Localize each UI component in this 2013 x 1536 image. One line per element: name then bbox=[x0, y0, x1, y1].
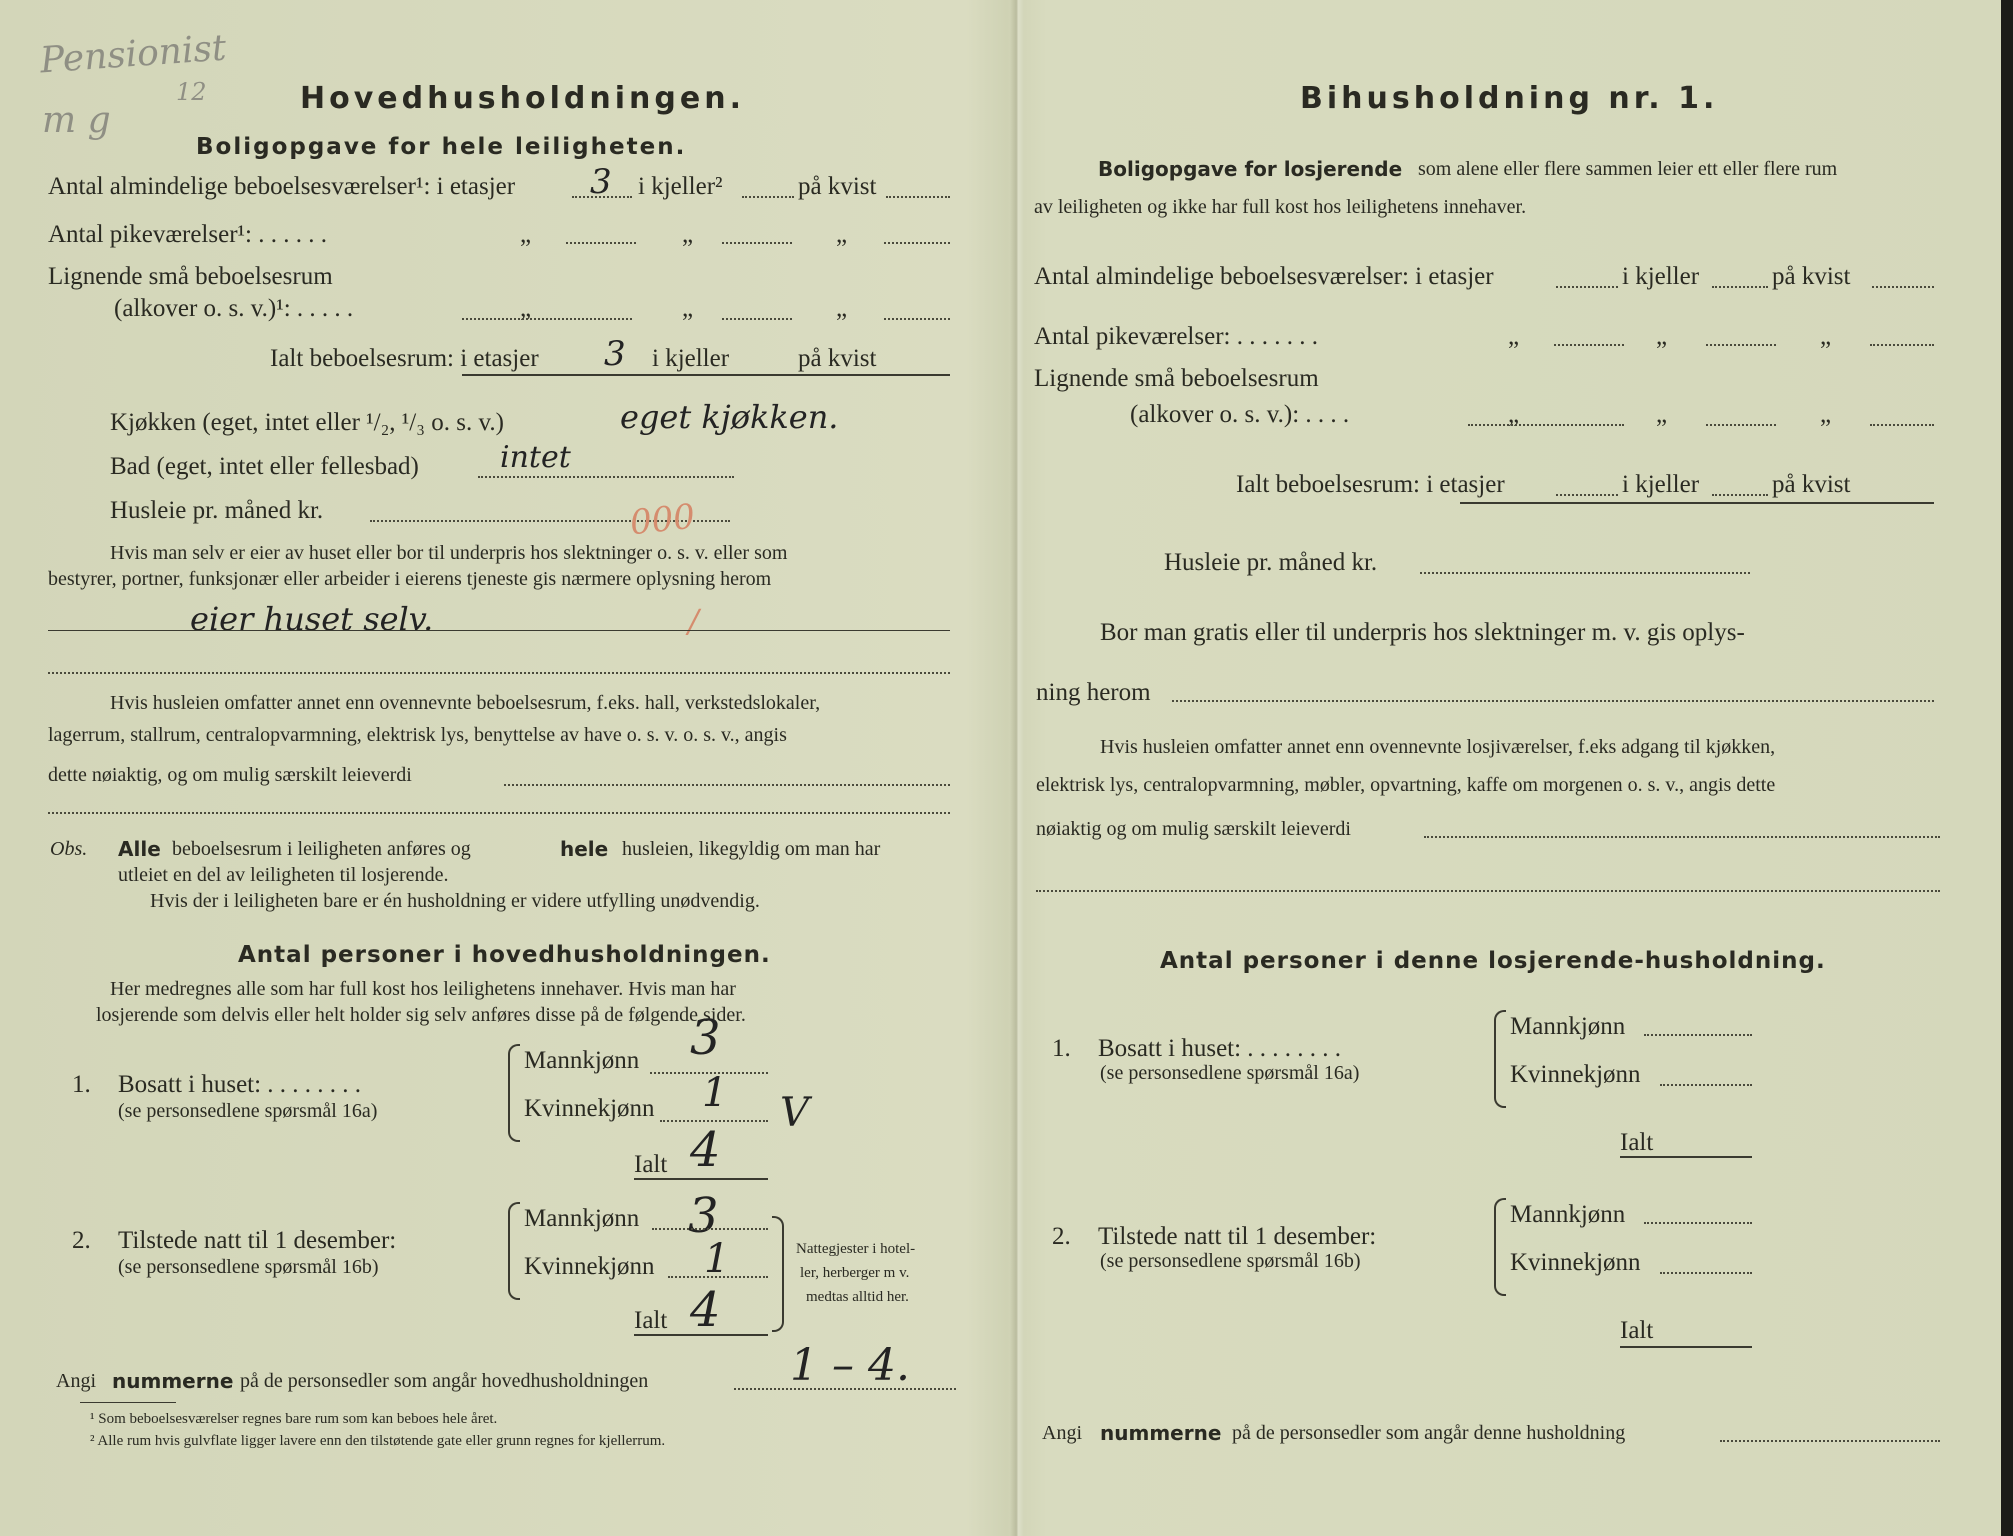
owner-text-2: bestyrer, portner, funksjonær eller arbeider i eierens tjeneste gis nærmere oplysning herom bbox=[48, 568, 772, 590]
ditto-mark: „ bbox=[1820, 401, 1832, 428]
footnote-1: ¹ Som beboelsesværelser regnes bare rum som kan beboes hele året. bbox=[90, 1411, 498, 1427]
right-present-brace bbox=[1494, 1198, 1506, 1296]
rooms-label: Antal almindelige beboelsesværelser¹: i etasjer bbox=[48, 173, 516, 200]
right-includes-field bbox=[1424, 836, 1940, 838]
obs-text-2: utleiet en del av leiligheten til losjerende. bbox=[118, 864, 449, 886]
resident-total-rule bbox=[634, 1178, 768, 1180]
right-numbers-angi: Angi bbox=[1042, 1422, 1082, 1444]
right-numbers-text: på de personsedler som angår denne husholdning bbox=[1232, 1422, 1626, 1444]
present-total-label: Ialt bbox=[634, 1307, 668, 1334]
right-total-kjeller-field bbox=[1712, 494, 1768, 496]
right-pike-kvist-field bbox=[1870, 344, 1934, 346]
ditto-mark: „ bbox=[682, 295, 694, 322]
right-rooms-etasjer-field bbox=[1556, 286, 1618, 288]
page-fold bbox=[1010, 0, 1024, 1536]
ditto-mark: „ bbox=[520, 221, 532, 248]
page-title: Hovedhusholdningen. bbox=[300, 81, 745, 116]
right-resident-number: 1. bbox=[1052, 1035, 1071, 1062]
owner-red-mark: / bbox=[688, 602, 699, 640]
resident-male-label: Mannkjønn bbox=[524, 1047, 640, 1074]
present-male-field bbox=[652, 1228, 768, 1230]
pencil-note-mg: m g bbox=[42, 100, 111, 141]
right-present-sub: (se personsedlene spørsmål 16b) bbox=[1100, 1250, 1361, 1272]
right-free-text-1: Bor man gratis eller til underpris hos slektninger m. v. gis oplys- bbox=[1100, 619, 1745, 646]
alkover-etasjer-field bbox=[462, 318, 632, 320]
resident-male-value: 3 bbox=[690, 1010, 721, 1066]
owner-value: eier huset selv. bbox=[190, 600, 434, 638]
right-numbers-field bbox=[1720, 1440, 1940, 1442]
right-rooms-kvist-field bbox=[1872, 286, 1934, 288]
ditto-mark: „ bbox=[836, 221, 848, 248]
footnote-rule bbox=[80, 1402, 176, 1403]
pike-label: Antal pikeværelser¹: . . . . . . bbox=[48, 221, 327, 248]
resident-brace bbox=[508, 1044, 520, 1142]
ditto-mark: „ bbox=[520, 295, 532, 322]
right-total-rule bbox=[1460, 502, 1934, 504]
right-resident-sub: (se personsedlene spørsmål 16a) bbox=[1100, 1062, 1360, 1084]
right-persons-title: Antal personer i denne losjerende-husholdning. bbox=[1160, 948, 1826, 974]
resident-female-value: 1 bbox=[702, 1070, 728, 1116]
obs-text-1: beboelsesrum i leiligheten anføres og bbox=[172, 838, 471, 860]
ditto-mark: „ bbox=[1656, 401, 1668, 428]
resident-number: 1. bbox=[72, 1071, 91, 1098]
resident-sub: (se personsedlene spørsmål 16a) bbox=[118, 1100, 378, 1122]
rooms-etasjer-value: 3 bbox=[590, 162, 612, 202]
present-female-field bbox=[668, 1276, 768, 1278]
persons-title: Antal personer i hovedhusholdningen. bbox=[238, 942, 771, 968]
obs-hele: hele bbox=[560, 837, 609, 861]
ditto-mark: „ bbox=[1508, 401, 1520, 428]
includes-field-2 bbox=[48, 812, 950, 814]
rooms-kvist-label: på kvist bbox=[798, 173, 877, 200]
pike-etasjer-field bbox=[566, 242, 636, 244]
numbers-text: på de personsedler som angår hovedhusholdningen bbox=[240, 1370, 649, 1392]
includes-field bbox=[504, 784, 950, 786]
right-total-kvist-label: på kvist bbox=[1772, 471, 1851, 498]
right-rooms-kjeller-label: i kjeller bbox=[1622, 263, 1700, 290]
right-intro-bold: Boligopgave for losjerende bbox=[1098, 157, 1403, 181]
right-total-etasjer-field bbox=[1556, 494, 1618, 496]
resident-female-label: Kvinnekjønn bbox=[524, 1095, 655, 1122]
kitchen-value: eget kjøkken. bbox=[620, 398, 839, 436]
right-alkover-label: (alkover o. s. v.): . . . . bbox=[1130, 401, 1350, 428]
persons-text-2: losjerende som delvis eller helt holder sig selv anføres disse på de følgende sider. bbox=[96, 1004, 746, 1026]
right-includes-field-2 bbox=[1036, 890, 1940, 892]
right-intro-2: av leiligheten og ikke har full kost hos leilighetens innehaver. bbox=[1034, 196, 1527, 218]
includes-text-1: Hvis husleien omfatter annet enn ovennevnte beboelsesrum, f.eks. hall, verkstedslokaler, bbox=[110, 692, 821, 714]
right-rooms-label: Antal almindelige beboelsesværelser: i etasjer bbox=[1034, 263, 1494, 290]
right-resident-label: Bosatt i huset: . . . . . . . . bbox=[1098, 1035, 1342, 1062]
present-brace bbox=[508, 1202, 520, 1300]
right-includes-text-3: nøiaktig og om mulig særskilt leieverdi bbox=[1036, 818, 1351, 840]
total-kjeller-label: i kjeller bbox=[652, 345, 730, 372]
right-pike-etasjer-field bbox=[1554, 344, 1624, 346]
pike-kjeller-field bbox=[722, 242, 792, 244]
resident-label: Bosatt i huset: . . . . . . . . bbox=[118, 1071, 362, 1098]
right-total-kjeller-label: i kjeller bbox=[1622, 471, 1700, 498]
bath-field bbox=[478, 476, 734, 478]
right-page-title: Bihusholdning nr. 1. bbox=[1300, 81, 1719, 116]
nightguests-note-3: medtas alltid her. bbox=[806, 1289, 909, 1305]
total-rule bbox=[462, 374, 950, 376]
right-intro-1: som alene eller flere sammen leier ett eller flere rum bbox=[1418, 158, 1838, 180]
rooms-kjeller-label: i kjeller² bbox=[638, 173, 723, 200]
bath-value: intet bbox=[500, 440, 571, 475]
small-rooms-label: Lignende små beboelsesrum bbox=[48, 263, 333, 290]
present-female-value: 1 bbox=[704, 1236, 730, 1282]
ditto-mark: „ bbox=[1508, 323, 1520, 350]
obs-label: Obs. bbox=[50, 838, 88, 860]
numbers-angi: Angi bbox=[56, 1370, 96, 1392]
persons-text-1: Her medregnes alle som har full kost hos leilighetens innehaver. Hvis man har bbox=[110, 978, 736, 1000]
includes-text-3: dette nøiaktig, og om mulig særskilt leieverdi bbox=[48, 764, 412, 786]
ditto-mark: „ bbox=[836, 295, 848, 322]
right-present-female-field bbox=[1660, 1272, 1752, 1274]
total-kvist-label: på kvist bbox=[798, 345, 877, 372]
right-small-rooms-label: Lignende små beboelsesrum bbox=[1034, 365, 1319, 392]
right-alkover-etasjer-field bbox=[1468, 424, 1624, 426]
obs-text-1b: husleien, likegyldig om man har bbox=[622, 838, 881, 860]
right-rooms-kvist-label: på kvist bbox=[1772, 263, 1851, 290]
ditto-mark: „ bbox=[1656, 323, 1668, 350]
right-resident-female-label: Kvinnekjønn bbox=[1510, 1061, 1641, 1088]
alkover-kvist-field bbox=[884, 318, 950, 320]
resident-total-label: Ialt bbox=[634, 1151, 668, 1178]
alkover-label: (alkover o. s. v.)¹: . . . . . bbox=[114, 295, 354, 322]
right-present-male-field bbox=[1644, 1222, 1752, 1224]
pencil-note-number: 12 bbox=[176, 78, 207, 106]
right-present-total-label: Ialt bbox=[1620, 1317, 1654, 1344]
present-total-rule bbox=[634, 1334, 768, 1336]
right-resident-total-rule bbox=[1620, 1156, 1752, 1158]
right-rent-label: Husleie pr. måned kr. bbox=[1164, 549, 1378, 576]
right-resident-total-label: Ialt bbox=[1620, 1129, 1654, 1156]
present-label: Tilstede natt til 1 desember: bbox=[118, 1227, 397, 1254]
owner-text-1: Hvis man selv er eier av huset eller bor til underpris hos slektninger o. s. v. eller som bbox=[110, 542, 788, 564]
kitchen-label: Kjøkken (eget, intet eller ¹/₂, ¹/₃ o. s. v.) bbox=[110, 409, 504, 436]
rent-label: Husleie pr. måned kr. bbox=[110, 497, 324, 524]
present-male-value: 3 bbox=[688, 1188, 719, 1244]
right-pike-kjeller-field bbox=[1706, 344, 1776, 346]
right-numbers-nummerne: nummerne bbox=[1100, 1421, 1222, 1445]
right-present-total-rule bbox=[1620, 1346, 1752, 1348]
right-alkover-kvist-field bbox=[1870, 424, 1934, 426]
right-present-number: 2. bbox=[1052, 1223, 1071, 1250]
alkover-kjeller-field bbox=[722, 318, 792, 320]
total-rooms-label: Ialt beboelsesrum: i etasjer bbox=[270, 345, 539, 372]
right-alkover-kjeller-field bbox=[1706, 424, 1776, 426]
rooms-etasjer-field bbox=[572, 196, 632, 198]
right-pike-label: Antal pikeværelser: . . . . . . . bbox=[1034, 323, 1318, 350]
total-etasjer-value: 3 bbox=[604, 334, 626, 374]
right-total-rooms-label: Ialt beboelsesrum: i etasjer bbox=[1236, 471, 1505, 498]
right-includes-text-2: elektrisk lys, centralopvarmning, møbler, opvartning, kaffe om morgenen o. s. v., angis dette bbox=[1036, 774, 1776, 796]
right-present-male-label: Mannkjønn bbox=[1510, 1201, 1626, 1228]
right-rooms-kjeller-field bbox=[1712, 286, 1768, 288]
page-subtitle: Boligopgave for hele leiligheten. bbox=[196, 134, 687, 160]
owner-field-2 bbox=[48, 672, 950, 674]
present-total-value: 4 bbox=[690, 1282, 721, 1338]
present-male-label: Mannkjønn bbox=[524, 1205, 640, 1232]
obs-text-3: Hvis der i leiligheten bare er én husholdning er videre utfylling unødvendig. bbox=[150, 890, 760, 912]
numbers-nummerne: nummerne bbox=[112, 1369, 234, 1393]
numbers-value: 1 – 4. bbox=[790, 1340, 910, 1391]
right-present-female-label: Kvinnekjønn bbox=[1510, 1249, 1641, 1276]
bath-label: Bad (eget, intet eller fellesbad) bbox=[110, 453, 419, 480]
right-free-field bbox=[1172, 700, 1934, 702]
right-present-label: Tilstede natt til 1 desember: bbox=[1098, 1223, 1377, 1250]
rooms-kvist-field bbox=[886, 196, 950, 198]
right-resident-female-field bbox=[1660, 1084, 1752, 1086]
ditto-mark: „ bbox=[682, 221, 694, 248]
nightguests-note-1: Nattegjester i hotel- bbox=[796, 1241, 916, 1257]
footnote-2: ² Alle rum hvis gulvflate ligger lavere enn den tilstøtende gate eller grunn regnes for kjellerrum. bbox=[90, 1433, 666, 1449]
scan-edge bbox=[2001, 0, 2013, 1536]
nightguests-note-2: ler, herberger m v. bbox=[800, 1265, 910, 1281]
rent-value: 000 bbox=[628, 496, 697, 544]
right-resident-male-label: Mannkjønn bbox=[1510, 1013, 1626, 1040]
right-resident-male-field bbox=[1644, 1034, 1752, 1036]
ditto-mark: „ bbox=[1820, 323, 1832, 350]
resident-total-value: 4 bbox=[690, 1122, 721, 1178]
right-resident-brace bbox=[1494, 1010, 1506, 1108]
nightguests-brace bbox=[772, 1216, 784, 1332]
present-female-label: Kvinnekjønn bbox=[524, 1253, 655, 1280]
pike-kvist-field bbox=[884, 242, 950, 244]
resident-checkmark: V bbox=[780, 1090, 809, 1136]
right-rent-field bbox=[1420, 572, 1750, 574]
present-sub: (se personsedlene spørsmål 16b) bbox=[118, 1256, 379, 1278]
pencil-note-pensionist: Pensionist bbox=[38, 27, 228, 82]
right-free-text-2: ning herom bbox=[1036, 679, 1151, 706]
rooms-kjeller-field bbox=[742, 196, 794, 198]
obs-alle: Alle bbox=[118, 837, 161, 861]
present-number: 2. bbox=[72, 1227, 91, 1254]
owner-rule bbox=[48, 630, 950, 631]
right-includes-text-1: Hvis husleien omfatter annet enn ovennevnte losjiværelser, f.eks adgang til kjøkken, bbox=[1100, 736, 1776, 758]
includes-text-2: lagerrum, stallrum, centralopvarmning, elektrisk lys, benyttelse av have o. s. v. o. s. v., angis bbox=[48, 724, 787, 746]
